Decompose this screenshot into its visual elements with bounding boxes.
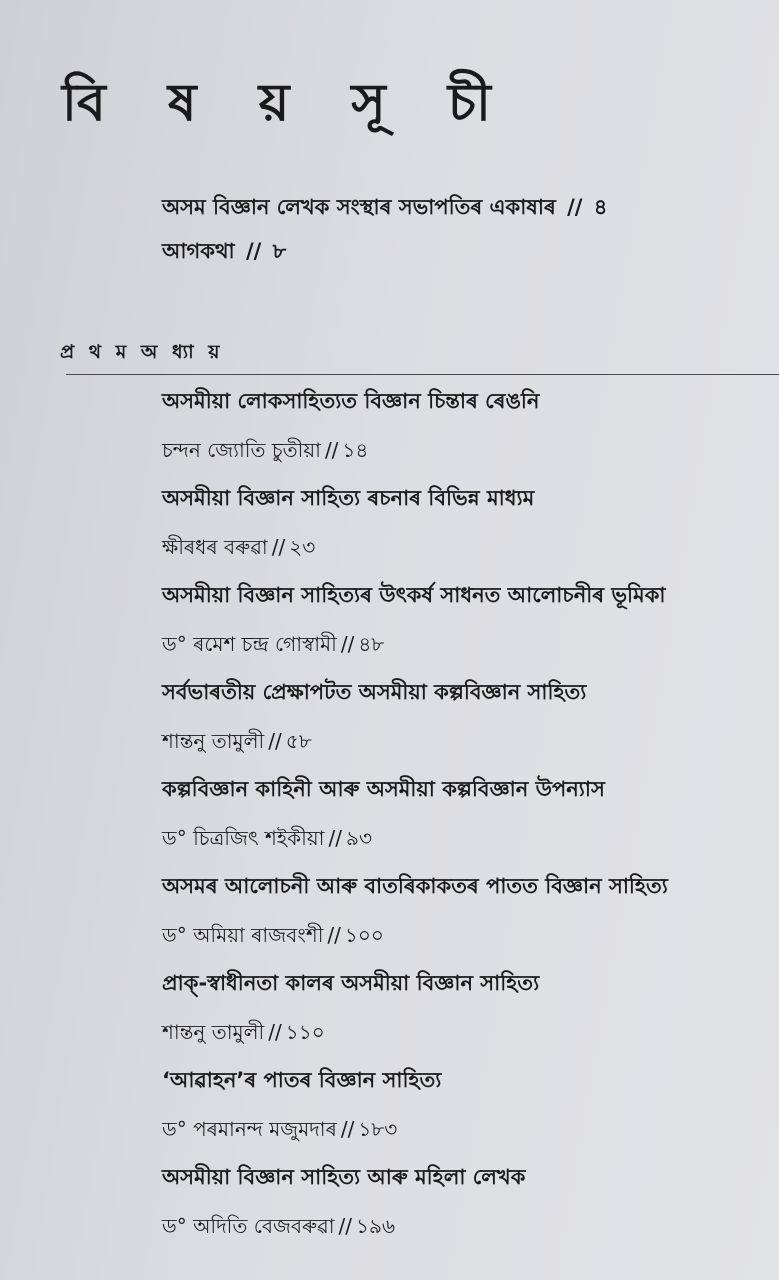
front-matter-item <box>162 192 607 236</box>
toc-entry <box>162 483 772 580</box>
entry-author: ড° অমিয়া ৰাজবংশী <box>162 923 324 947</box>
entry-author: ড° চিত্ৰজিৎ শইকীয়া <box>162 826 325 850</box>
page-number: ১৯৬ <box>356 1214 395 1238</box>
entry-author: ড° অদিতি বেজবৰুৱা <box>162 1214 335 1238</box>
front-matter-text: আগকথা <box>162 239 235 263</box>
page-number: ১১০ <box>285 1020 325 1044</box>
separator: // <box>328 826 342 850</box>
entry-author-line <box>162 532 772 580</box>
entry-author-line <box>162 1114 772 1162</box>
divider <box>66 374 779 375</box>
entry-title: অসমীয়া বিজ্ঞান সাহিত্য আৰু মহিলা লেখক <box>162 1165 526 1189</box>
page-number: ১০০ <box>344 923 384 947</box>
entry-title: অসমীয়া বিজ্ঞান সাহিত্য ৰচনাৰ বিভিন্ন মাধ্যম <box>162 486 535 510</box>
entry-author: ক্ষীৰধৰ বৰুৱা <box>162 535 268 559</box>
page-number: ১৪ <box>342 438 369 462</box>
page-number: ৯৩ <box>345 826 372 850</box>
entry-author: শান্তনু তামুলী <box>162 1020 265 1044</box>
entry-title: কল্পবিজ্ঞান কাহিনী আৰু অসমীয়া কল্পবিজ্ঞান উপন্যাস <box>162 777 605 801</box>
front-matter-item <box>162 236 607 280</box>
entry-author-line <box>162 629 772 677</box>
toc-entry <box>162 1065 772 1162</box>
separator: // <box>338 1214 353 1238</box>
entry-author: চন্দন জ্যোতি চুতীয়া <box>162 438 321 462</box>
separator: // <box>567 195 583 219</box>
page-number: ৮ <box>272 239 287 263</box>
toc-entry <box>162 968 772 1065</box>
entry-title: অসমীয়া লোকসাহিত্যত বিজ্ঞান চিন্তাৰ ৰেঙনি <box>162 389 540 413</box>
entry-title: প্ৰাক্-স্বাধীনতা কালৰ অসমীয়া বিজ্ঞান সাহিত্য <box>162 971 540 995</box>
entry-author-line <box>162 823 772 871</box>
entry-title: অসমীয়া বিজ্ঞান সাহিত্যৰ উৎকৰ্ষ সাধনত আলোচনীৰ ভূমিকা <box>162 583 666 607</box>
page-title: বি ষ য় সূ চী <box>62 73 513 133</box>
front-matter-text: অসম বিজ্ঞান লেখক সংস্থাৰ সভাপতিৰ একাষাৰ <box>162 195 556 219</box>
toc-entry <box>162 677 772 774</box>
front-matter-list <box>162 192 607 280</box>
toc-entry <box>162 580 772 677</box>
page-number: ৪ <box>593 195 608 219</box>
page-number: ২৩ <box>289 535 316 559</box>
entry-author-line <box>162 920 772 968</box>
separator: // <box>340 1117 355 1141</box>
entry-title: ‘আৱাহন’ৰ পাতৰ বিজ্ঞান সাহিত্য <box>162 1068 442 1092</box>
page-number: ১৮৩ <box>358 1117 398 1141</box>
page-number: ৪৮ <box>358 632 385 656</box>
entry-author: ড° পৰমানন্দ মজুমদাৰ <box>162 1117 337 1141</box>
separator: // <box>271 535 286 559</box>
entry-author-line <box>162 726 772 774</box>
entry-author-line <box>162 1211 772 1259</box>
separator: // <box>327 923 341 947</box>
entry-author: ড° ৰমেশ চন্দ্ৰ গোস্বামী <box>162 632 337 656</box>
toc-entry <box>162 386 772 483</box>
separator: // <box>340 632 355 656</box>
entry-author: শান্তনু তামুলী <box>162 729 265 753</box>
page-number: ৫৮ <box>285 729 312 753</box>
entry-title: সৰ্বভাৰতীয় প্ৰেক্ষাপটত অসমীয়া কল্পবিজ্ঞান সাহিত্য <box>162 680 587 704</box>
toc-entry <box>162 871 772 968</box>
entry-title: অসমৰ আলোচনী আৰু বাতৰিকাকতৰ পাতত বিজ্ঞান সাহিত্য <box>162 874 668 898</box>
toc-entry <box>162 774 772 871</box>
separator: // <box>268 729 282 753</box>
toc-entry <box>162 1162 772 1259</box>
entry-author-line <box>162 1017 772 1065</box>
chapter-heading: প্ৰ থ ম অ ধ্যা য় <box>60 341 224 363</box>
entries-list <box>162 386 772 1259</box>
entry-author-line <box>162 435 772 483</box>
separator: // <box>268 1020 282 1044</box>
separator: // <box>245 239 262 263</box>
separator: // <box>324 438 339 462</box>
